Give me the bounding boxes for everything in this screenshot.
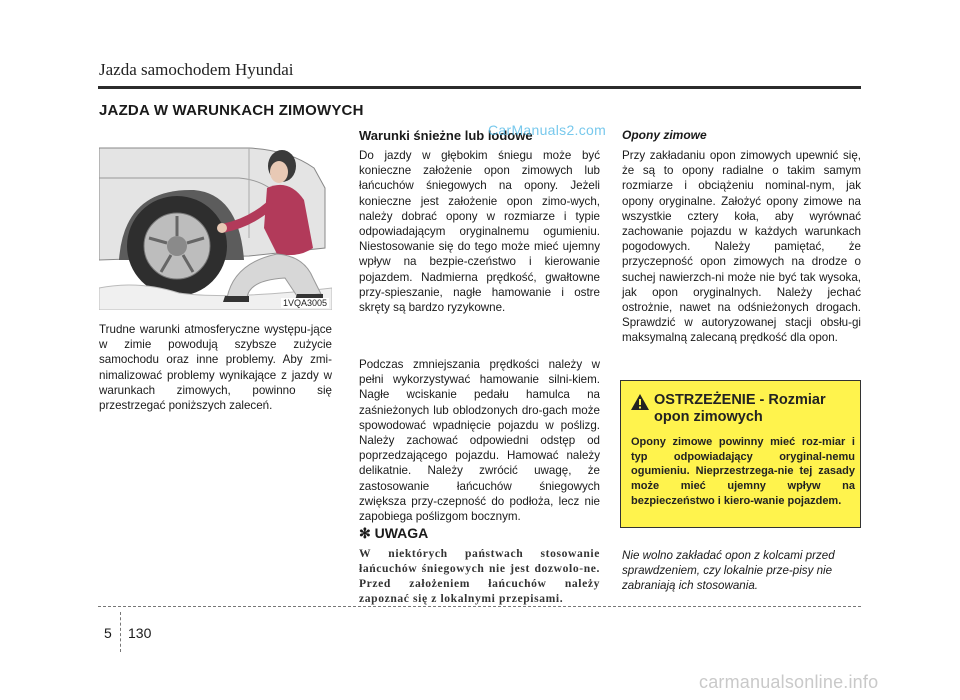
warning-box — [620, 380, 861, 528]
warning-triangle-icon — [631, 394, 649, 410]
watermark-carmanualsonline: carmanualsonline.info — [699, 672, 879, 692]
chapter-number: 5 — [104, 625, 112, 641]
winter-tires-paragraph: Przy zakładaniu opon zimowych upewnić się, że są to opony radialne o takim samym rozmiarze i obciążeniu nominal-nym, jak opony oryginalne. Założyć opony zimowe na wszystkie cztery koła, aby wyrównać zachowanie pojazdu w każdych warunkach pogodowych. Należy pamiętać, że przyczepność opon zimowych na drodze o suchej nawierzch-ni może nie być tak wysoka, jak opon oryginalnych. Należy jechać ostrożnie, nawet na odśnieżonych drogach. Sprawdzić w autoryzowanej stacji obsłu-gi maksymalną zalecaną prędkość dla opon. — [622, 149, 861, 345]
header-title: Jazda samochodem Hyundai — [99, 60, 294, 79]
note-title: ✻ UWAGA — [359, 525, 429, 541]
page-number-separator — [120, 612, 121, 652]
figure-code: 1VQA3005 — [282, 298, 327, 308]
snow-ice-paragraph-2: Podczas zmniejszania prędkości należy w pełni wykorzystywać hamowanie silni-kiem. Nagłe wciskanie pedału hamulca na zaśnieżonych lub oblodzonych dro-gach może spowodować wpadnięcie pojazdu w poślizg. Należy zachować odpowiedni odstęp od poprzedzającego pojazdu. Hamować należy delikatnie. Należy zwrócić uwagę, że zastosowanie łańcuchów śniegowych zwiększa przy-czepność do podłoża, lecz nie zapobiega poślizgom bocznym. — [359, 358, 600, 524]
section-title: JAZDA W WARUNKACH ZIMOWYCH — [99, 102, 364, 119]
tire-illustration-svg — [99, 128, 332, 310]
snow-ice-title: Warunki śnieżne lub lodowe — [359, 128, 533, 143]
page-number: 130 — [128, 625, 152, 641]
illustration-woman-tire — [99, 128, 332, 310]
warning-title: OSTRZEŻENIE - Rozmiar opon zimowych — [654, 392, 826, 425]
studded-tires-note: Nie wolno zakładać opon z kolcami przed sprawdzeniem, czy lokalnie prze-pisy nie zabraniają ich stosowania. — [622, 548, 835, 592]
snow-ice-paragraph-1: Do jazdy w głębokim śniegu może być konieczne założenie opon zimowych lub łańcuchów śniegowych na opony. Jeżeli konieczne jest założenie opon zimo-wych, należy dobrać opony w rozmiarze i typie odpowiadającym oryginalnemu ogumieniu. Niestosowanie się do tego może mieć ujemny wpływ na bezpie-czeństwo i kierowanie pojazdem. Nadmierna prędkość, gwałtowne przy-spieszanie, nagłe hamowanie i ostre skręty są bardzo ryzykowne. — [359, 149, 600, 315]
note-text: W niektórych państwach stosowanie łańcuchów śniegowych nie jest dozwolo-ne. Przed założeniem łańcuchów należy zapoznać się z lokalnymi przepisami. — [359, 547, 600, 605]
header-rule — [98, 86, 861, 89]
winter-tires-title: Opony zimowe — [622, 128, 707, 142]
warning-text: Opony zimowe powinny mieć roz-miar i typ odpowiadający oryginal-nemu ogumieniu. Nieprzestrzega-nie tej zasady może mieć ujemny wpływ na bezpieczeństwo i kiero-wanie pojazdem. — [631, 436, 855, 507]
watermark-carmanuals: CarManuals2.com — [488, 122, 607, 138]
footer-rule — [98, 606, 861, 607]
intro-paragraph: Trudne warunki atmosferyczne występu-jące w zimie powodują szybsze zużycie samochodu oraz inne problemy. Aby zmi-nimalizować problemy wynikające z jazdy w warunkach zimowych, powinno się przestrzegać poniższych zaleceń. — [99, 323, 332, 413]
